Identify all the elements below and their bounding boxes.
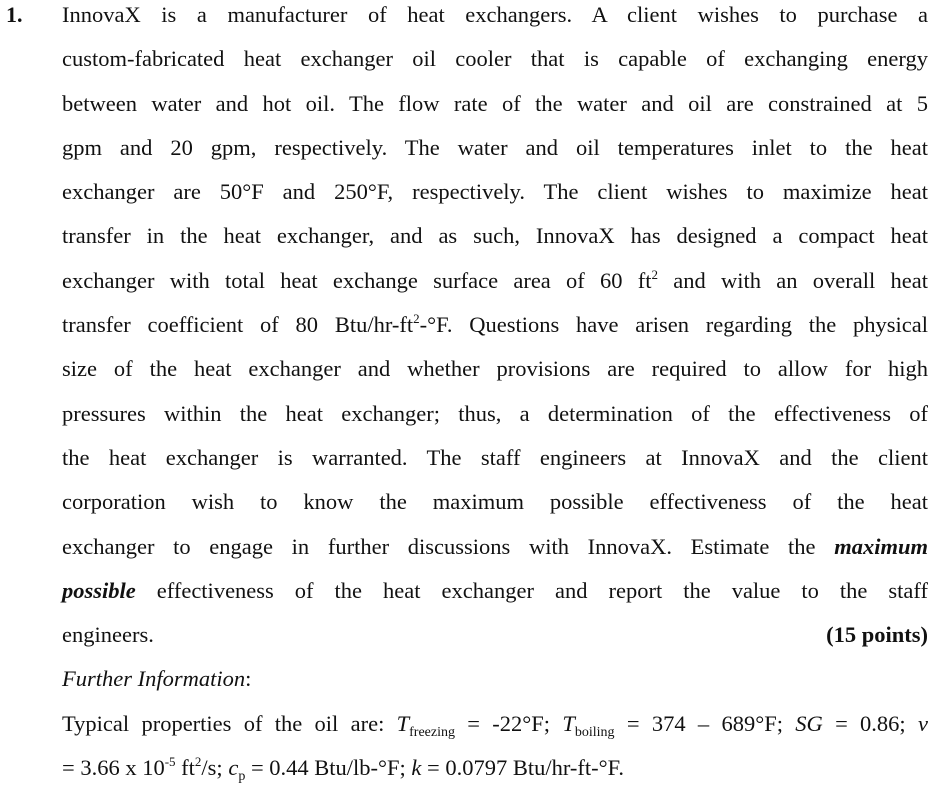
superscript: -5 <box>164 754 176 770</box>
text-segment: effectiveness of the heat exchanger and report the value to the staff <box>135 577 928 603</box>
text-line: between water and hot oil. The flow rate of the water and oil are constrained at 5 <box>62 90 928 116</box>
text-segment: ft <box>175 755 195 781</box>
text-line: gpm and 20 gpm, respectively. The water and oil temperatures inlet to the heat <box>62 134 928 160</box>
symbol-cp: c <box>228 755 239 781</box>
text-line-coefficient <box>62 310 928 354</box>
oil-properties-line-2 <box>62 753 928 797</box>
superscript: 2 <box>413 311 420 327</box>
text-line-ending <box>62 620 928 664</box>
text-segment: transfer coefficient of 80 Btu/hr-ft <box>62 312 414 338</box>
cp-value: = 0.44 Btu/lb-°F; <box>245 755 412 781</box>
nu-value: = 3.66 x 10 <box>62 755 165 781</box>
freezing-value: = -22°F; <box>455 710 563 736</box>
text-line: custom-fabricated heat exchanger oil cooler that is capable of exchanging energy <box>62 46 928 72</box>
emphasis-maximum: maximum <box>834 533 928 559</box>
points-label: (15 points) <box>826 622 928 648</box>
text-line: pressures within the heat exchanger; thus, a determination of the effectiveness of <box>62 400 928 426</box>
text-segment: /s; <box>201 755 229 781</box>
text-line: exchanger are 50°F and 250°F, respectively. The client wishes to maximize heat <box>62 179 928 205</box>
symbol-sg: SG <box>795 710 823 736</box>
superscript: 2 <box>194 754 202 770</box>
colon: : <box>245 666 252 692</box>
text-segment: -°F. Questions have arisen regarding the physical <box>419 312 928 338</box>
subscript-p: p <box>238 769 246 785</box>
emphasis-possible: possible <box>62 577 136 603</box>
symbol-t: T <box>562 710 575 736</box>
text-segment: engineers. <box>62 622 154 648</box>
text-line: corporation wish to know the maximum possible effectiveness of the heat <box>62 489 928 515</box>
symbol-nu: ν <box>918 710 928 736</box>
text-segment: exchanger with total heat exchange surface area of 60 ft <box>62 267 652 293</box>
symbol-k: k <box>411 755 422 781</box>
oil-properties-line-1 <box>62 709 928 753</box>
text-line-estimate <box>62 532 928 576</box>
subscript-boiling: boiling <box>574 724 615 740</box>
subscript-freezing: freezing <box>409 724 455 740</box>
problem-number: 1. <box>6 2 23 27</box>
text-line: size of the heat exchanger and whether provisions are required to allow for high <box>62 356 928 382</box>
text-line: the heat exchanger is warranted. The staff engineers at InnovaX and the client <box>62 444 928 470</box>
text-line: InnovaX is a manufacturer of heat exchangers. A client wishes to purchase a <box>62 2 928 27</box>
superscript: 2 <box>651 266 659 282</box>
text-segment: and with an overall heat <box>658 267 928 293</box>
boiling-value: = 374 – 689°F; <box>614 710 796 736</box>
problem-statement <box>62 0 928 797</box>
text-segment: exchanger to engage in further discussions with InnovaX. Estimate the <box>62 533 835 559</box>
text-line-area <box>62 266 928 310</box>
sg-value: = 0.86; <box>822 710 918 736</box>
further-info-heading <box>62 664 928 708</box>
text-line-possible <box>62 576 928 620</box>
k-value: = 0.0797 Btu/hr-ft-°F. <box>421 755 624 781</box>
text-segment: Typical properties of the oil are: <box>62 710 397 736</box>
symbol-t: T <box>396 710 410 736</box>
further-info-label: Further Information <box>62 666 246 692</box>
text-line: transfer in the heat exchanger, and as such, InnovaX has designed a compact heat <box>62 223 928 249</box>
